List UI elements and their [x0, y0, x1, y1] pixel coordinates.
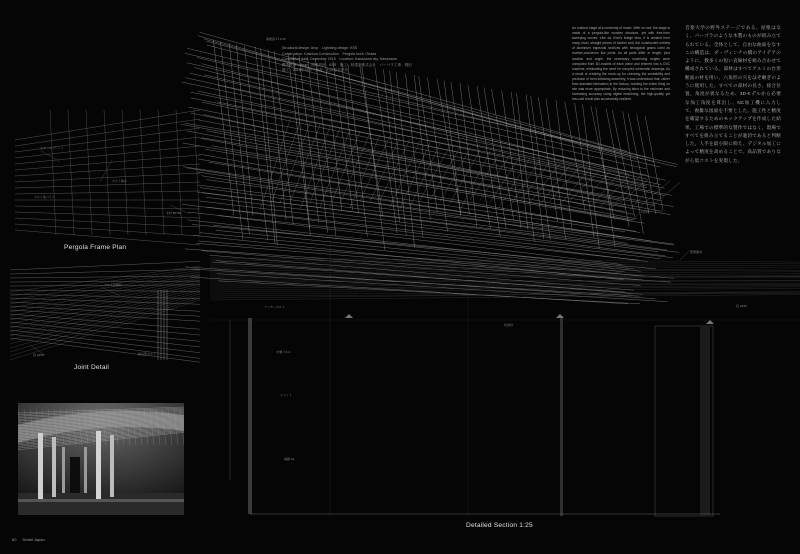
essay-japanese: 音楽大学の野外ステージである。屋根はなく、パーゴラのような木製のものが組み立てられている。全体として、自由な曲面をなすこの構造は、ダ・ヴィンチの橋のアイデアのように、数多くの短い直線材を組み合わせて構成されている。部材はすべてアルミの台形断面の材を用い、六角形の穴をほぞ継ぎのように使用した。すべての部材の長さ、接合位置、角度が異なるため、3Dモデルから必要な加工角度を算出し、NC加工機に入力して、複雑な図面を不要とした。施工性と精度を確認するためのモックアップを作成した結果、工場での標準的な製作ではなく、現場ですべてを組み立てることが適切であると判断した。人手を最小限に抑え、デジタル加工によって精度を高めることで、高品質でありながら低コストを実現した。	[685, 25, 781, 163]
label-aluminum-pipe: アルミ角パイプ	[34, 195, 55, 199]
label-foundation: 基礎 GL	[284, 457, 295, 461]
pergola-photograph	[18, 403, 184, 515]
label-roof-height: 屋根高 Ｈ 1:25	[266, 37, 286, 41]
label-finish: 化粧材	[504, 323, 514, 327]
column-left	[248, 318, 252, 514]
photo-image	[18, 403, 184, 515]
label-column-right: 柱 φ150	[736, 304, 747, 308]
label-lighting: 照明器具	[690, 250, 703, 254]
label-timber: 木材 60×60	[166, 211, 182, 215]
joint-detail-title: Joint Detail	[74, 364, 110, 371]
page-footer	[12, 537, 45, 542]
credit-line: Construction: Kashiwa Construction Pergola work: Okada	[282, 51, 377, 56]
label-column: 柱 φ150	[33, 353, 44, 357]
publication-name: Detail Japan	[22, 537, 45, 542]
credit-line: Completion date: December 2015 Location: Kanazawa city, Kanazawa	[282, 57, 397, 62]
credit-line: 構造設計：Arup 照明設計：KSS 施工：柏建設株式会社 パーゴラ工事：岡田	[282, 62, 412, 67]
label-ceiling: 天井材	[640, 210, 650, 214]
detailed-section-title: Detailed Section 1:25	[466, 522, 533, 529]
label-slit: スリット	[280, 393, 292, 397]
pergola-frame-plan-title: Pergola Frame Plan	[64, 244, 127, 251]
joint-detail-drawing	[10, 261, 200, 362]
column-center	[560, 316, 563, 516]
label-joint-bolt: 接合部ボルト	[138, 352, 157, 356]
panel-right-fill	[700, 326, 710, 516]
credit-line: 竣工：2015年12月 所在：石川県金沢市	[282, 68, 348, 73]
label-bolt: ボルト締め	[112, 179, 128, 183]
label-aluminum-trapezoid: アルミ台形材	[104, 283, 122, 287]
project-credits	[282, 46, 547, 74]
label-anchor-bolt: アンカーボルト	[264, 305, 285, 309]
page-number: 60	[12, 537, 17, 542]
label-wood-panel: 木製パネル	[276, 350, 292, 354]
label-steel-plate: スチールプレート	[40, 146, 64, 150]
essay-english: An outdoor stage at a university of music. With no roof, the stage is made of a pergola-like wooden structure, yet with free-form sweeping curves. Like da Vinci's bridge idea, it is created from many short, straight pieces of lumber and, the constructed entirely of aluminum trapezoid sections with hexagonal grains used as mortise-and-tenon like joints. As all parts differ in length, joint location and angle, the necessary machining angles were computed from 3D-models of each piece and entered into a CNC machine, eliminating the need for complex schematic drawings. As a result of creating the mock-up for checking the workability and precision of form-following assembly, it was understood that, rather than standard fabrication in the factory, building the entire thing on site was more appropriate. By reducing labor to the minimum and increasing accuracy using digital machining, the high-quality yet low-cost result was successfully realized.	[572, 26, 670, 102]
pergola-frame-plan-drawing	[15, 110, 200, 245]
credit-line: Structural design: Arup Lightning design: KSS	[282, 46, 358, 50]
